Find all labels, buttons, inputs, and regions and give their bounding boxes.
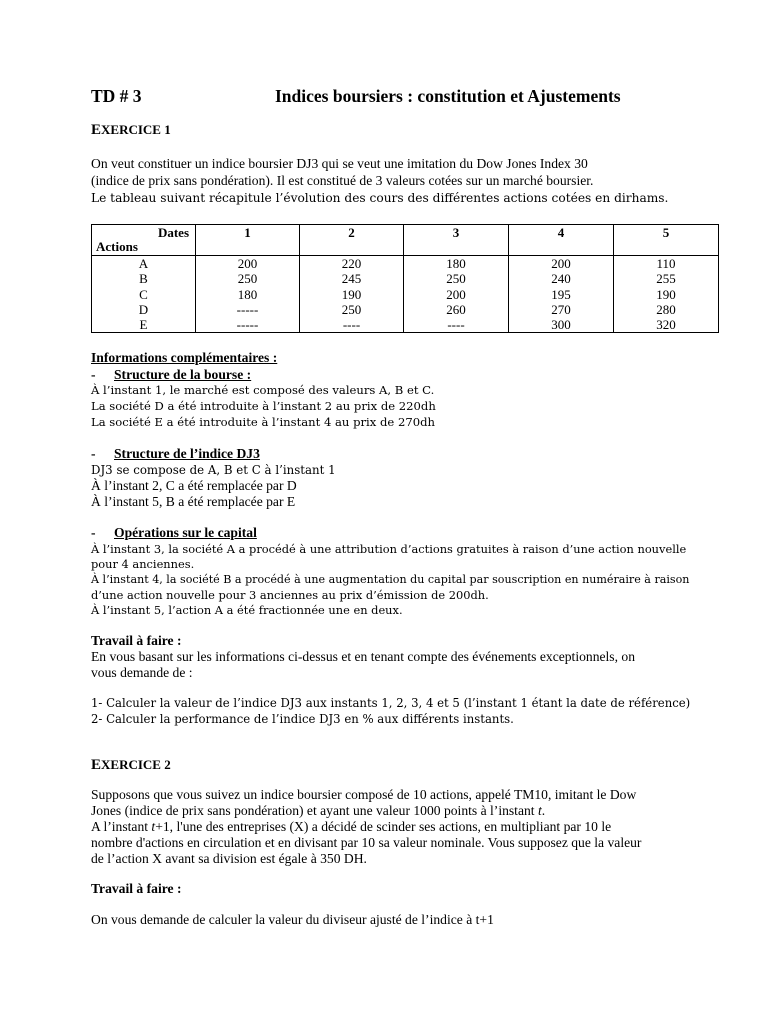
table-cell: 280 [614,302,719,317]
table-cell: 300 [509,317,614,333]
table-cell: ---- [300,317,404,333]
row-label: C [92,287,196,302]
ex1-question-2: 2- Calculer la performance de l’indice DJ3 en % aux différents instants. [91,712,514,726]
td-number: TD # 3 [91,86,142,106]
column-header: 2 [300,225,404,256]
table-cell: 250 [404,271,509,286]
ex2-work-title: Travail à faire : [91,881,182,896]
column-header: 1 [196,225,300,256]
table-header-row [92,225,719,256]
table-cell: 250 [196,271,300,286]
exercise-1-heading [91,122,171,139]
actions-label: Actions [96,239,138,254]
s2-line-3: À l’instant 5, B a été remplacée par E [91,494,296,509]
table-cell: 190 [614,287,719,302]
ex2-line-3 [91,819,611,835]
exercise-1-heading-initial: E [91,122,102,138]
s3-line-3: À l’instant 4, la société B a procédé à une augmentation du capital par souscription en numéraire à raison [91,573,690,586]
ex2-line-2-text: Jones (indice de prix sans pondération) et ayant une valeur 1000 points à l’instant [91,803,538,818]
table-cell: ----- [196,302,300,317]
ex1-intro-line-2: (indice de prix sans pondération). Il est constitué de 3 valeurs cotées sur un marché boursier. [91,173,594,188]
table-cell: ----- [196,317,300,333]
column-header: 4 [509,225,614,256]
table-cell: 190 [300,287,404,302]
column-header: 5 [614,225,719,256]
table-cell: 260 [404,302,509,317]
page-title: Indices boursiers : constitution et Ajustements [275,86,621,106]
section-dash: - [91,446,96,461]
table-row [92,302,719,317]
ex1-work-title: Travail à faire : [91,633,182,648]
table-cell: 180 [196,287,300,302]
stock-price-table [91,224,719,333]
s3-line-2: pour 4 anciennes. [91,557,195,571]
s1-line-1: À l’instant 1, le marché est composé des valeurs A, B et C. [91,383,435,397]
section-dash: - [91,367,96,382]
table-cell: 250 [300,302,404,317]
exercise-2-heading-initial: E [91,757,102,773]
table-cell: 245 [300,271,404,286]
table-row [92,317,719,333]
exercise-2-heading-rest: XERCICE 2 [101,757,171,772]
ex1-work-intro-2: vous demande de : [91,665,193,680]
table-row [92,287,719,302]
table-cell: ---- [404,317,509,333]
ex2-line-3-text: , l'une des entreprises (X) a décidé de scinder ses actions, en multipliant par 10 le [169,819,612,834]
s3-line-1: À l’instant 3, la société A a procédé à une attribution d’actions gratuites à raison d’une action nouvelle [91,542,687,556]
ex2-t1-variable: t [151,819,156,834]
ex2-line-2 [91,803,545,819]
table-cell: 180 [404,256,509,272]
table-cell: 200 [196,256,300,272]
table-cell: 110 [614,256,719,272]
ex1-intro-line-1: On veut constituer un indice boursier DJ3 qui se veut une imitation du Dow Jones Index 30 [91,156,588,171]
section-title-structure-bourse: Structure de la bourse : [114,367,252,382]
ex2-line-4: nombre d'actions en circulation et en divisant par 10 sa valeur nominale. Vous supposez que la valeur [91,835,642,850]
table-cell: 270 [509,302,614,317]
s3-line-4: d’une action nouvelle pour 3 anciennes au prix d’émission de 200dh. [91,588,489,602]
table-cell: 240 [509,271,614,286]
dates-label: Dates [157,225,189,240]
info-title: Informations complémentaires : [91,350,278,365]
section-dash: - [91,525,96,540]
s2-line-1: DJ3 se compose de A, B et C à l’instant 1 [91,463,336,477]
table-cell: 220 [300,256,404,272]
table-cell: 320 [614,317,719,333]
table-corner-cell [92,225,196,256]
table-cell: 200 [404,287,509,302]
ex1-question-1: 1- Calculer la valeur de l’indice DJ3 aux instants 1, 2, 3, 4 et 5 (l’instant 1 étant la date de référence) [91,696,691,710]
column-header: 3 [404,225,509,256]
exercise-2-heading [91,757,171,774]
section-title-structure-indice: Structure de l’indice DJ3 [114,446,260,461]
ex1-work-intro-1: En vous basant sur les informations ci-dessus et en tenant compte des événements exceptionnels, on [91,649,635,664]
ex2-line-5: de l’action X avant sa division est égale à 350 DH. [91,851,367,866]
table-cell: 255 [614,271,719,286]
table-row [92,271,719,286]
row-label: B [92,271,196,286]
s1-line-2: La société D a été introduite à l’instant 2 au prix de 220dh [91,399,436,413]
ex2-t-period: . [541,803,546,818]
table-cell: 195 [509,287,614,302]
s3-line-5: À l’instant 5, l’action A a été fractionnée une en deux. [91,603,403,617]
section-title-operations-capital: Opérations sur le capital [114,525,257,540]
s1-line-3: La société E a été introduite à l’instant 4 au prix de 270dh [91,415,435,429]
table-cell: 200 [509,256,614,272]
ex2-question: On vous demande de calculer la valeur du diviseur ajusté de l’indice à t+1 [91,912,494,927]
exercise-1-heading-rest: XERCICE 1 [101,122,171,137]
ex2-t1-suffix: +1 [155,819,170,834]
ex2-t-variable: t [537,803,542,818]
ex2-line-3-lead: A l’instant [91,819,152,834]
row-label: D [92,302,196,317]
table-row [92,256,719,272]
ex2-line-1: Supposons que vous suivez un indice boursier composé de 10 actions, appelé TM10, imitant le Dow [91,787,637,802]
ex1-intro-line-3: Le tableau suivant récapitule l’évolution des cours des différentes actions cotées en dirhams. [91,191,669,205]
row-label: E [92,317,196,333]
row-label: A [92,256,196,272]
s2-line-2: À l’instant 2, C a été remplacée par D [91,478,297,493]
